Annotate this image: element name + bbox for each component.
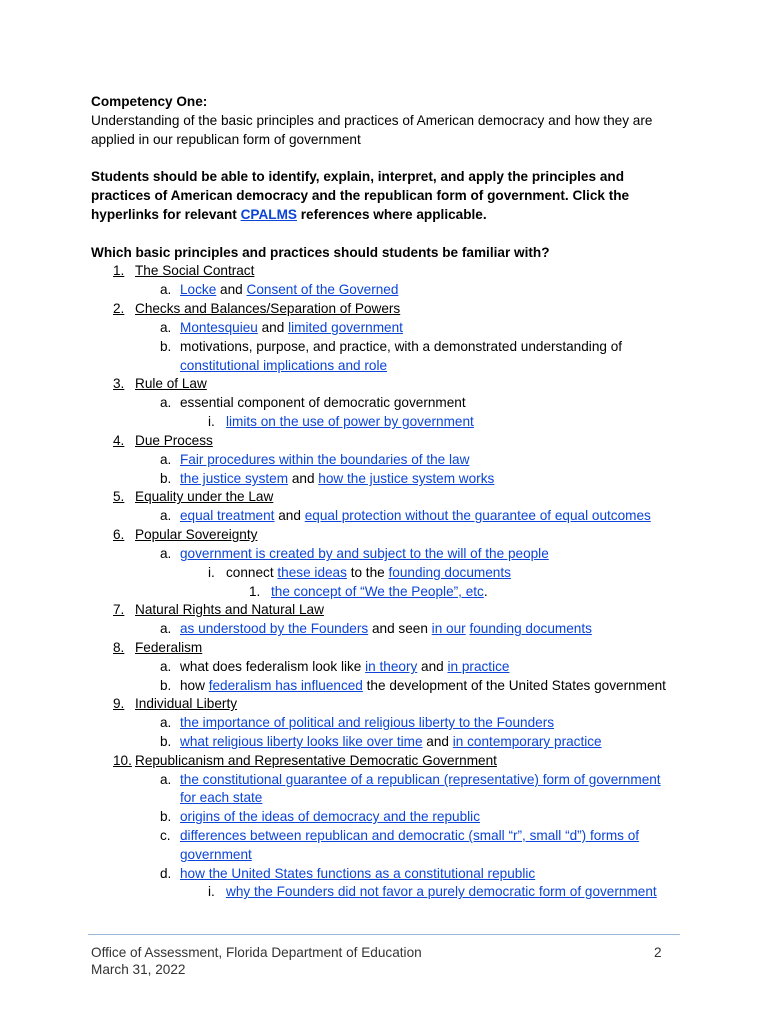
list-item-title: The Social Contract <box>135 263 255 278</box>
sub-marker: b. <box>160 339 172 354</box>
intro-line3-suffix: references where applicable. <box>296 207 487 222</box>
list-item-title: Individual Liberty <box>135 696 238 711</box>
founders-not-democratic-link[interactable]: why the Founders did not favor a purely democratic form of government <box>226 884 657 899</box>
list-item-title: Due Process <box>135 433 213 448</box>
sub-marker: i. <box>208 884 215 899</box>
list-item-title: Rule of Law <box>135 376 207 391</box>
intro-line3 <box>91 205 691 224</box>
list-item-title: Republicanism and Representative Democratic Government <box>135 753 497 768</box>
list-number: 4. <box>113 433 125 448</box>
connector-text: connect <box>226 565 278 580</box>
list-number: 7. <box>113 602 125 617</box>
list-number: 10. <box>113 753 132 768</box>
connector-text: and <box>417 659 448 674</box>
fair-procedures-link[interactable]: Fair procedures within the boundaries of the law <box>180 452 470 467</box>
familiar-question: Which basic principles and practices should students be familiar with? <box>91 245 550 260</box>
montesquieu-link[interactable]: Montesquieu <box>180 320 258 335</box>
intro-line2: practices of American democracy and the republican form of government. Click the <box>91 188 630 203</box>
constitutional-republic-link[interactable]: how the United States functions as a constitutional republic <box>180 866 536 881</box>
sub-marker: a. <box>160 772 172 787</box>
in-theory-link[interactable]: in theory <box>365 659 418 674</box>
differences-republican-democratic-link[interactable]: differences between republican and democratic (small “r”, small “d”) forms of <box>180 828 640 843</box>
understood-by-founders-link[interactable]: as understood by the Founders <box>180 621 369 636</box>
footer-date: March 31, 2022 <box>91 962 186 977</box>
we-the-people-link[interactable]: the concept of “We the People”, etc <box>271 584 484 599</box>
these-ideas-link[interactable]: these ideas <box>277 565 347 580</box>
connector-text: to the <box>346 565 389 580</box>
list-item-title: Checks and Balances/Separation of Powers <box>135 301 401 316</box>
list-item-title: Federalism <box>135 640 203 655</box>
political-religious-liberty-link[interactable]: the importance of political and religious liberty to the Founders <box>180 715 555 730</box>
list-item-title: Equality under the Law <box>135 489 274 504</box>
page-number: 2 <box>654 945 662 960</box>
connector-text: the development of the United States government <box>362 678 666 693</box>
sub-marker: a. <box>160 659 172 674</box>
sub-marker: c. <box>160 828 171 843</box>
origins-democracy-link[interactable]: origins of the ideas of democracy and the republic <box>180 809 480 824</box>
sub-item-text: motivations, purpose, and practice, with a demonstrated understanding of <box>180 339 623 354</box>
government-created-link[interactable]: government is created by and subject to the will of the people <box>180 546 549 561</box>
list-item-title: Popular Sovereignty <box>135 527 258 542</box>
cpalms-link[interactable]: CPALMS <box>240 207 297 222</box>
intro-line1: Students should be able to identify, explain, interpret, and apply the principles and <box>91 169 624 184</box>
footer-office: Office of Assessment, Florida Department of Education <box>91 945 422 960</box>
sub-marker: i. <box>208 565 215 580</box>
sub-marker: d. <box>160 866 172 881</box>
sub-marker: a. <box>160 320 172 335</box>
equal-protection-link[interactable]: equal protection without the guarantee of equal outcomes <box>304 508 651 523</box>
in-practice-link[interactable]: in practice <box>447 659 510 674</box>
connector-text: and <box>288 471 319 486</box>
sub-marker: b. <box>160 471 172 486</box>
sub-marker: a. <box>160 395 172 410</box>
sub-marker: a. <box>160 508 172 523</box>
limited-government-link[interactable]: limited government <box>288 320 403 335</box>
consent-governed-link[interactable]: Consent of the Governed <box>246 282 399 297</box>
contemporary-practice-link[interactable]: in contemporary practice <box>452 734 602 749</box>
connector-text: and <box>257 320 289 335</box>
sub-item-text: what does federalism look like <box>180 659 366 674</box>
equal-treatment-link[interactable]: equal treatment <box>180 508 275 523</box>
connector-text: and seen <box>368 621 432 636</box>
footer-divider <box>88 934 680 935</box>
competency-title: Competency One: <box>91 94 208 109</box>
founding-documents-link[interactable]: founding documents <box>388 565 511 580</box>
list-number: 1. <box>113 263 125 278</box>
list-number: 8. <box>113 640 125 655</box>
intro-line3-text: hyperlinks for relevant <box>91 207 241 222</box>
competency-block <box>91 92 691 149</box>
list-number: 6. <box>113 527 125 542</box>
limits-on-power-link[interactable]: limits on the use of power by government <box>226 414 474 429</box>
connector-text: . <box>483 584 488 599</box>
sub-marker: a. <box>160 715 172 730</box>
list-number: 3. <box>113 376 125 391</box>
intro-paragraph <box>91 167 691 224</box>
how-justice-works-link[interactable]: how the justice system works <box>318 471 495 486</box>
list-number: 2. <box>113 301 125 316</box>
footer <box>91 944 422 978</box>
sub-marker: b. <box>160 734 172 749</box>
sub-item-text: how <box>180 678 209 693</box>
connector-text: and <box>422 734 453 749</box>
sub-marker: b. <box>160 678 172 693</box>
sub-item-text: essential component of democratic government <box>180 395 466 410</box>
justice-system-link[interactable]: the justice system <box>180 471 289 486</box>
locke-link[interactable]: Locke <box>180 282 217 297</box>
connector-text: and <box>216 282 247 297</box>
sub-item-continuation <box>180 356 387 375</box>
sub-marker: i. <box>208 414 215 429</box>
sub-marker: a. <box>160 621 172 636</box>
differences-republican-democratic-link-cont[interactable]: government <box>180 847 252 862</box>
sub-marker: 1. <box>249 584 261 599</box>
republican-guarantee-link-cont[interactable]: for each state <box>180 790 263 805</box>
connector-text: and <box>274 508 305 523</box>
sub-item-continuation <box>180 845 252 864</box>
competency-description-line2: applied in our republican form of government <box>91 132 361 147</box>
list-number: 9. <box>113 696 125 711</box>
sub-marker: a. <box>160 452 172 467</box>
religious-liberty-over-time-link[interactable]: what religious liberty looks like over time <box>180 734 423 749</box>
list-number: 5. <box>113 489 125 504</box>
in-our-link[interactable]: in our <box>431 621 466 636</box>
list-item-title: Natural Rights and Natural Law <box>135 602 324 617</box>
federalism-influenced-link[interactable]: federalism has influenced <box>208 678 363 693</box>
sub-marker: b. <box>160 809 172 824</box>
republican-guarantee-link[interactable]: the constitutional guarantee of a republican (representative) form of government <box>180 772 661 787</box>
sub-marker: a. <box>160 282 172 297</box>
founding-documents-link[interactable]: founding documents <box>469 621 592 636</box>
sub-marker: a. <box>160 546 172 561</box>
competency-description-line1: Understanding of the basic principles and practices of American democracy and how they are <box>91 113 653 128</box>
constitutional-implications-link[interactable]: constitutional implications and role <box>180 358 388 373</box>
sub-item-continuation <box>180 788 262 807</box>
